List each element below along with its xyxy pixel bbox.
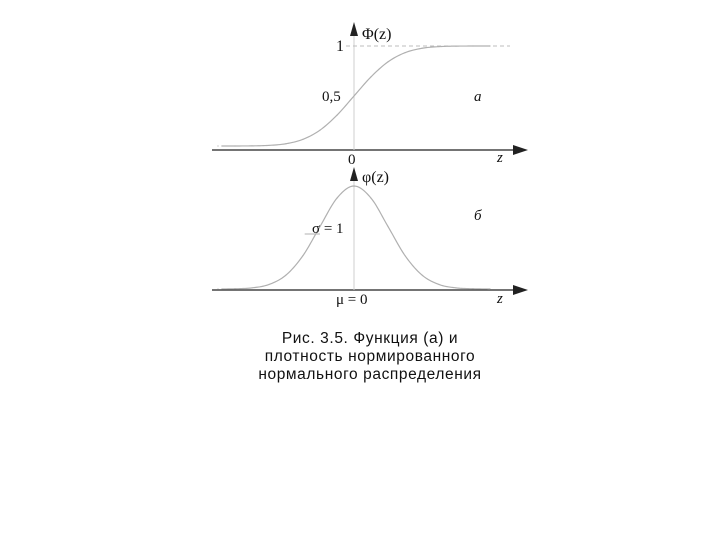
pdf-panel xyxy=(212,167,528,308)
pdf-y-axis-arrow-icon xyxy=(350,167,358,181)
cdf-panel xyxy=(212,22,528,168)
cdf-tick-label-1: 1 xyxy=(336,38,344,55)
pdf-point xyxy=(455,287,456,288)
pdf-point xyxy=(302,255,303,256)
pdf-point xyxy=(404,255,405,256)
cdf-x-axis-arrow-icon xyxy=(513,145,528,155)
cdf-point xyxy=(285,143,286,144)
cdf-series-line xyxy=(221,46,490,146)
cdf-y-axis-arrow-icon xyxy=(350,22,358,36)
cdf-tick-label-zero: 0 xyxy=(348,152,356,168)
cdf-point xyxy=(353,95,354,96)
caption-line-3: нормального распределения xyxy=(258,366,482,383)
pdf-point xyxy=(421,274,422,275)
sigma-label: σ = 1 xyxy=(312,221,344,237)
pdf-point xyxy=(217,288,218,289)
pdf-point xyxy=(285,274,286,275)
cdf-panel-label: а xyxy=(474,89,482,105)
caption-line-2: плотность нормированного xyxy=(264,348,476,365)
pdf-tick-label-mu: μ = 0 xyxy=(336,292,368,308)
pdf-point xyxy=(472,288,473,289)
pdf-x-axis-arrow-icon xyxy=(513,285,528,295)
cdf-point xyxy=(302,139,303,140)
cdf-point xyxy=(251,145,252,146)
cdf-point xyxy=(336,115,337,116)
pdf-point xyxy=(268,284,269,285)
pdf-x-label: z xyxy=(497,291,503,307)
cdf-point xyxy=(455,46,456,47)
cdf-point xyxy=(268,145,269,146)
cdf-tick-label-half: 0,5 xyxy=(322,89,341,105)
cdf-point xyxy=(404,52,405,53)
cdf-y-label: Φ(z) xyxy=(362,26,392,43)
pdf-point xyxy=(387,226,388,227)
pdf-point xyxy=(353,185,354,186)
cdf-point xyxy=(387,61,388,62)
cdf-point xyxy=(489,45,490,46)
pdf-point xyxy=(370,197,371,198)
pdf-point xyxy=(251,287,252,288)
pdf-point xyxy=(234,288,235,289)
figure-caption xyxy=(230,330,510,384)
pdf-y-label: φ(z) xyxy=(362,169,389,186)
cdf-point xyxy=(438,46,439,47)
pdf-series-line xyxy=(221,186,490,289)
cdf-point xyxy=(234,145,235,146)
pdf-point xyxy=(489,288,490,289)
caption-line-1: Рис. 3.5. Функция (а) и xyxy=(281,330,459,347)
cdf-x-label: z xyxy=(497,150,503,166)
pdf-point xyxy=(438,284,439,285)
cdf-point xyxy=(421,48,422,49)
cdf-point xyxy=(370,76,371,77)
cdf-point xyxy=(472,45,473,46)
cdf-point xyxy=(217,145,218,146)
pdf-panel-label: б xyxy=(474,208,482,224)
pdf-point xyxy=(336,197,337,198)
cdf-point xyxy=(319,130,320,131)
